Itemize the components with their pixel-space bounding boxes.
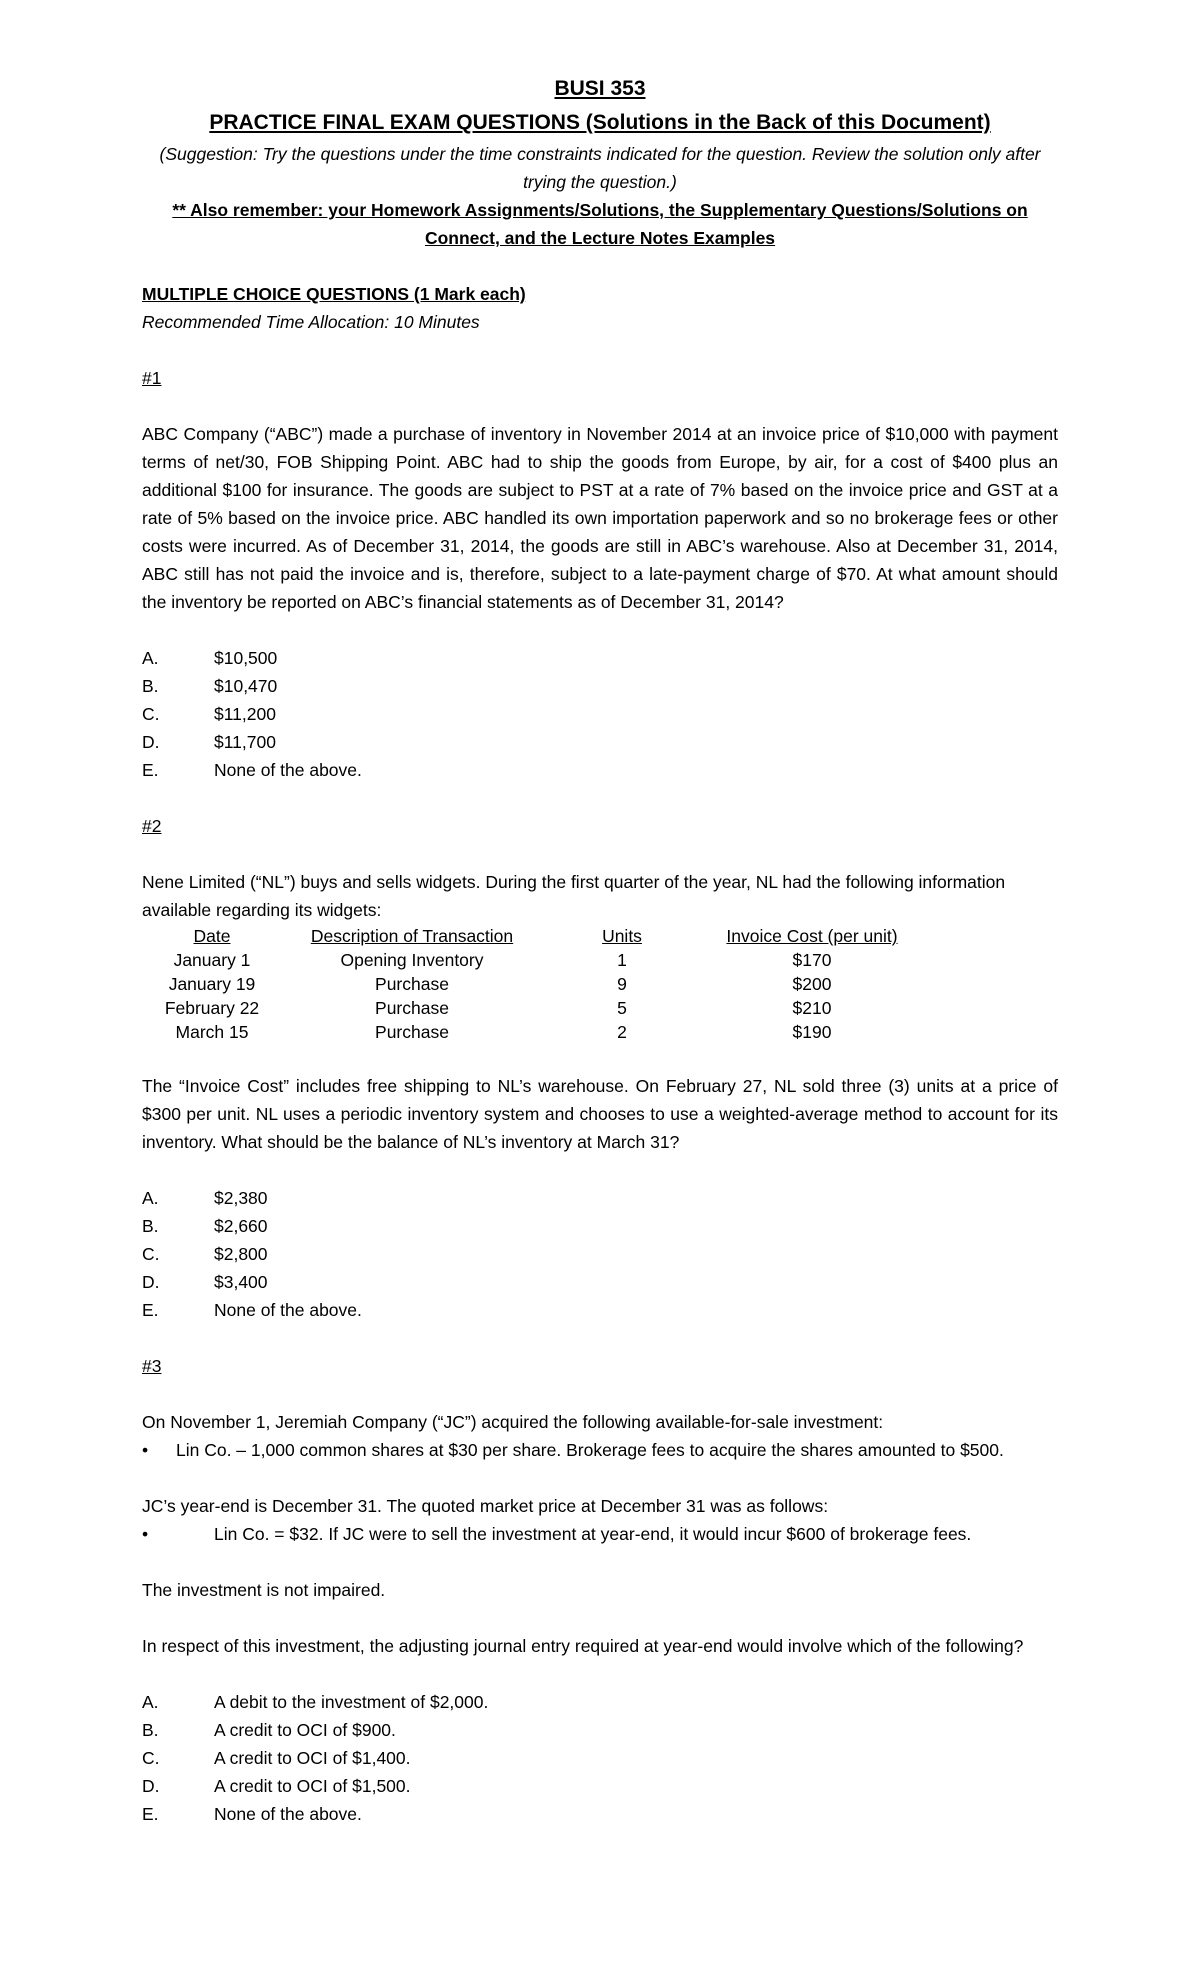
option-letter: D. bbox=[142, 1776, 160, 1796]
option bbox=[142, 756, 1058, 784]
suggestion-line-2: trying the question.) bbox=[523, 172, 677, 192]
option-text: A credit to OCI of $1,500. bbox=[214, 1776, 411, 1796]
cell-description: Purchase bbox=[375, 998, 449, 1018]
bullet-icon: • bbox=[142, 1440, 149, 1460]
option-letter: A. bbox=[142, 648, 159, 668]
column-header-invoice-cost: Invoice Cost (per unit) bbox=[726, 926, 898, 946]
option-letter: B. bbox=[142, 676, 159, 696]
question-2-text: The “Invoice Cost” includes free shipping to NL’s warehouse. On February 27, NL sold three (3) units at a price of $300 per unit. NL uses a periodic inventory system and chooses to use a weighted-average method to account for its inventory. What should be the balance of NL’s inventory at March 31? bbox=[142, 1076, 1058, 1152]
option-text: $10,470 bbox=[214, 676, 278, 696]
question-3-impaired: The investment is not impaired. bbox=[142, 1580, 386, 1600]
cell-cost: $210 bbox=[792, 998, 832, 1018]
cell-units: 2 bbox=[617, 1022, 627, 1042]
option bbox=[142, 1268, 1058, 1296]
option-text: $10,500 bbox=[214, 648, 278, 668]
option-letter: E. bbox=[142, 1300, 159, 1320]
cell-cost: $170 bbox=[792, 950, 832, 970]
cell-date: March 15 bbox=[175, 1022, 249, 1042]
option-text: A credit to OCI of $1,400. bbox=[214, 1748, 411, 1768]
cell-date: January 19 bbox=[168, 974, 256, 994]
document-title: PRACTICE FINAL EXAM QUESTIONS (Solutions in the Back of this Document) bbox=[209, 111, 991, 134]
option bbox=[142, 1296, 1058, 1324]
option bbox=[142, 1800, 1058, 1828]
bullet-item bbox=[142, 1436, 1058, 1464]
option bbox=[142, 1744, 1058, 1772]
section-heading: MULTIPLE CHOICE QUESTIONS (1 Mark each) bbox=[142, 284, 526, 304]
option-letter: E. bbox=[142, 760, 159, 780]
table-row bbox=[142, 1020, 922, 1044]
cell-units: 5 bbox=[617, 998, 627, 1018]
question-2-number: #2 bbox=[142, 816, 162, 836]
option-text: None of the above. bbox=[214, 1804, 362, 1824]
option-text: A debit to the investment of $2,000. bbox=[214, 1692, 489, 1712]
bullet-text: Lin Co. – 1,000 common shares at $30 per share. Brokerage fees to acquire the shares amounted to $500. bbox=[176, 1440, 1004, 1460]
option-text: $11,700 bbox=[214, 732, 276, 752]
option bbox=[142, 1184, 1058, 1212]
column-header-date: Date bbox=[193, 926, 231, 946]
question-3-yearend: JC’s year-end is December 31. The quoted market price at December 31 was as follows: bbox=[142, 1496, 829, 1516]
cell-cost: $190 bbox=[792, 1022, 832, 1042]
cell-description: Purchase bbox=[375, 974, 449, 994]
option-letter: C. bbox=[142, 704, 160, 724]
option bbox=[142, 728, 1058, 756]
option-letter: B. bbox=[142, 1720, 159, 1740]
option-letter: D. bbox=[142, 732, 160, 752]
suggestion-line-1: (Suggestion: Try the questions under the time constraints indicated for the question. Review the solution only after bbox=[159, 144, 1041, 164]
option bbox=[142, 1688, 1058, 1716]
question-3-question: In respect of this investment, the adjusting journal entry required at year-end would involve which of the following? bbox=[142, 1636, 1024, 1656]
bullet-item bbox=[142, 1520, 1058, 1548]
question-1-text: ABC Company (“ABC”) made a purchase of inventory in November 2014 at an invoice price of $10,000 with payment terms of net/30, FOB Shipping Point. ABC had to ship the goods from Europe, by air, for a cost of $400 plus an additional $100 for insurance. The goods are subject to PST at a rate of 7% based on the invoice price and GST at a rate of 5% based on the invoice price. ABC handled its own importation paperwork and so no brokerage fees or other costs were incurred. As of December 31, 2014, the goods are still in ABC’s warehouse. Also at December 31, 2014, ABC still has not paid the invoice and is, therefore, subject to a late-payment charge of $70. At what amount should the inventory be reported on ABC’s financial statements as of December 31, 2014? bbox=[142, 424, 1058, 612]
question-2-options bbox=[142, 1184, 1058, 1324]
option bbox=[142, 644, 1058, 672]
column-header-units: Units bbox=[602, 926, 642, 946]
transactions-table bbox=[142, 924, 922, 1044]
cell-units: 9 bbox=[617, 974, 627, 994]
cell-date: February 22 bbox=[164, 998, 260, 1018]
bullet-icon: • bbox=[142, 1524, 149, 1544]
bullet-text: Lin Co. = $32. If JC were to sell the investment at year-end, it would incur $600 of brokerage fees. bbox=[214, 1524, 972, 1544]
option-text: $11,200 bbox=[214, 704, 276, 724]
option bbox=[142, 672, 1058, 700]
cell-description: Opening Inventory bbox=[340, 950, 484, 970]
option-text: $2,380 bbox=[214, 1188, 268, 1208]
option bbox=[142, 1772, 1058, 1800]
table-row bbox=[142, 972, 922, 996]
option-text: $2,800 bbox=[214, 1244, 268, 1264]
table-row bbox=[142, 948, 922, 972]
option-text: $2,660 bbox=[214, 1216, 268, 1236]
option-letter: C. bbox=[142, 1748, 160, 1768]
option-text: None of the above. bbox=[214, 760, 362, 780]
option bbox=[142, 1212, 1058, 1240]
cell-date: January 1 bbox=[173, 950, 251, 970]
option-text: None of the above. bbox=[214, 1300, 362, 1320]
question-3-options bbox=[142, 1688, 1058, 1828]
cell-units: 1 bbox=[617, 950, 627, 970]
course-code: BUSI 353 bbox=[554, 77, 646, 100]
table-header-row bbox=[142, 924, 922, 948]
option bbox=[142, 1240, 1058, 1268]
option bbox=[142, 1716, 1058, 1744]
cell-description: Purchase bbox=[375, 1022, 449, 1042]
question-2-intro: Nene Limited (“NL”) buys and sells widgets. During the first quarter of the year, NL had the following information available regarding its widgets: bbox=[142, 872, 1006, 920]
option-letter: E. bbox=[142, 1804, 159, 1824]
reminder-line-1: ** Also remember: your Homework Assignments/Solutions, the Supplementary Questions/Solutions on bbox=[172, 200, 1028, 220]
option-letter: D. bbox=[142, 1272, 160, 1292]
question-1-options bbox=[142, 644, 1058, 784]
question-3-intro: On November 1, Jeremiah Company (“JC”) acquired the following available-for-sale investment: bbox=[142, 1412, 884, 1432]
option bbox=[142, 700, 1058, 728]
option-letter: B. bbox=[142, 1216, 159, 1236]
option-text: A credit to OCI of $900. bbox=[214, 1720, 396, 1740]
option-letter: A. bbox=[142, 1692, 159, 1712]
reminder-line-2: Connect, and the Lecture Notes Examples bbox=[424, 228, 776, 248]
question-1-number: #1 bbox=[142, 368, 162, 388]
cell-cost: $200 bbox=[792, 974, 832, 994]
table-row bbox=[142, 996, 922, 1020]
column-header-description: Description of Transaction bbox=[310, 926, 514, 946]
option-letter: C. bbox=[142, 1244, 160, 1264]
time-allocation: Recommended Time Allocation: 10 Minutes bbox=[142, 312, 480, 332]
option-letter: A. bbox=[142, 1188, 159, 1208]
option-text: $3,400 bbox=[214, 1272, 268, 1292]
question-3-number: #3 bbox=[142, 1356, 162, 1376]
